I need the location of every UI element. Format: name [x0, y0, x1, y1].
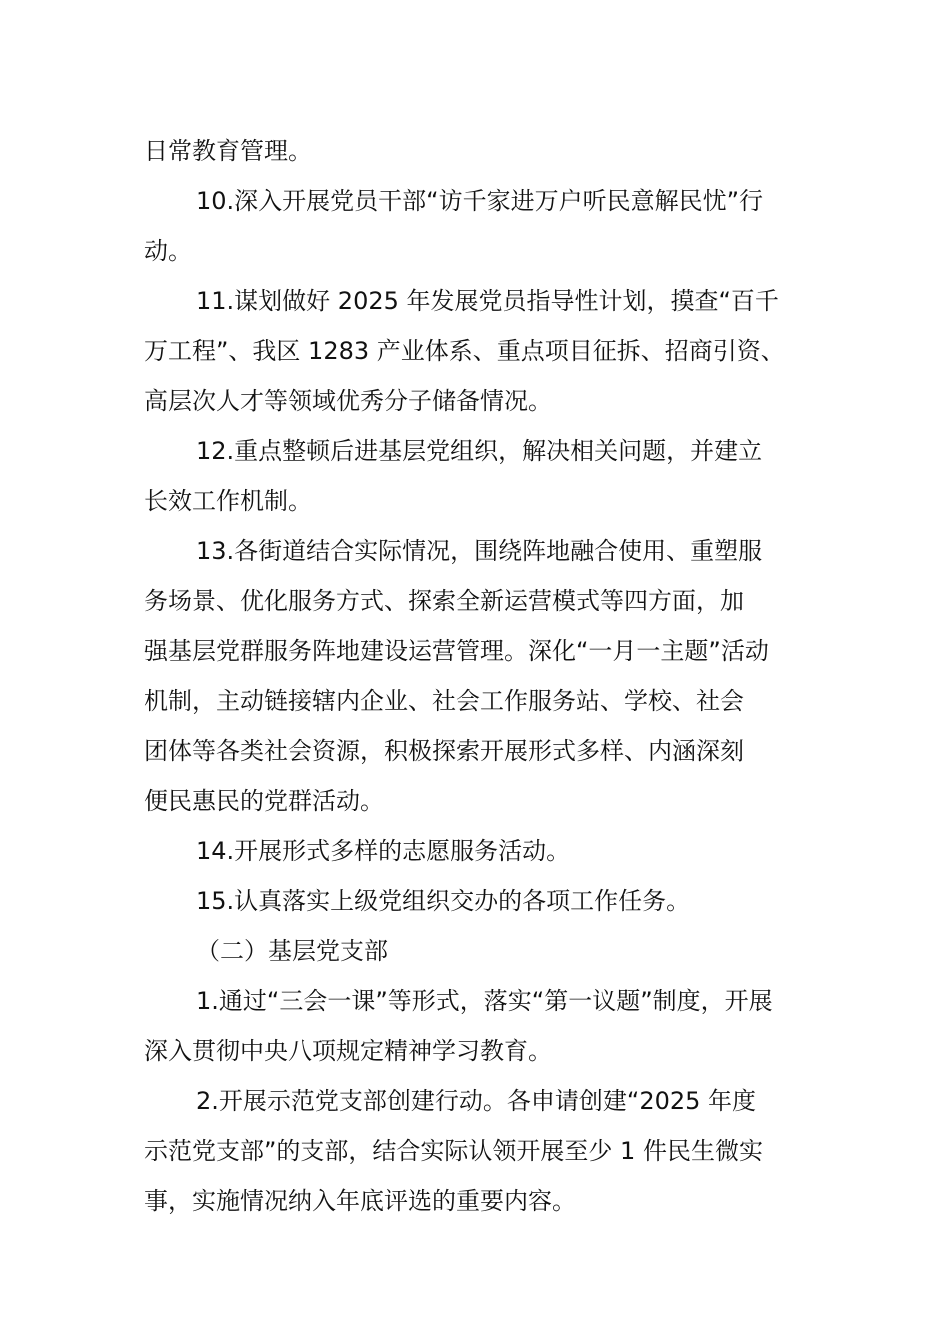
text-line: 12.重点整顿后进基层党组织，解决相关问题，并建立 — [196, 437, 763, 465]
text-line: 1.通过“三会一课”等形式，落实“第一议题”制度，开展 — [196, 987, 773, 1015]
text-line: 14.开展形式多样的志愿服务活动。 — [196, 837, 571, 865]
text-line: 日常教育管理。 — [144, 137, 312, 165]
text-line: 高层次人才等领域优秀分子储备情况。 — [144, 387, 552, 415]
text-line: 深入贯彻中央八项规定精神学习教育。 — [144, 1037, 552, 1065]
text-line: 13.各街道结合实际情况，围绕阵地融合使用、重塑服 — [196, 537, 763, 565]
text-line: 示范党支部”的支部，结合实际认领开展至少 1 件民生微实 — [144, 1137, 763, 1165]
text-line: 团体等各类社会资源，积极探索开展形式多样、内涵深刻 — [144, 737, 744, 765]
document-body — [144, 126, 824, 1226]
text-line: 万工程”、我区 1283 产业体系、重点项目征拆、招商引资、 — [144, 337, 785, 365]
text-line: 2.开展示范党支部创建行动。各申请创建“2025 年度 — [196, 1087, 757, 1115]
text-line: 11.谋划做好 2025 年发展党员指导性计划，摸查“百千 — [196, 287, 779, 315]
text-line: 务场景、优化服务方式、探索全新运营模式等四方面，加 — [144, 587, 744, 615]
text-line: 10.深入开展党员干部“访千家进万户听民意解民忧”行 — [196, 187, 764, 215]
text-line: 机制，主动链接辖内企业、社会工作服务站、学校、社会 — [144, 687, 744, 715]
text-line: 动。 — [144, 237, 192, 265]
text-line: 长效工作机制。 — [144, 487, 312, 515]
section-heading: （二）基层党支部 — [196, 937, 388, 965]
text-line: 15.认真落实上级党组织交办的各项工作任务。 — [196, 887, 691, 915]
text-line: 事，实施情况纳入年底评选的重要内容。 — [144, 1187, 576, 1215]
text-line: 便民惠民的党群活动。 — [144, 787, 384, 815]
text-line: 强基层党群服务阵地建设运营管理。深化“一月一主题”活动 — [144, 637, 769, 665]
